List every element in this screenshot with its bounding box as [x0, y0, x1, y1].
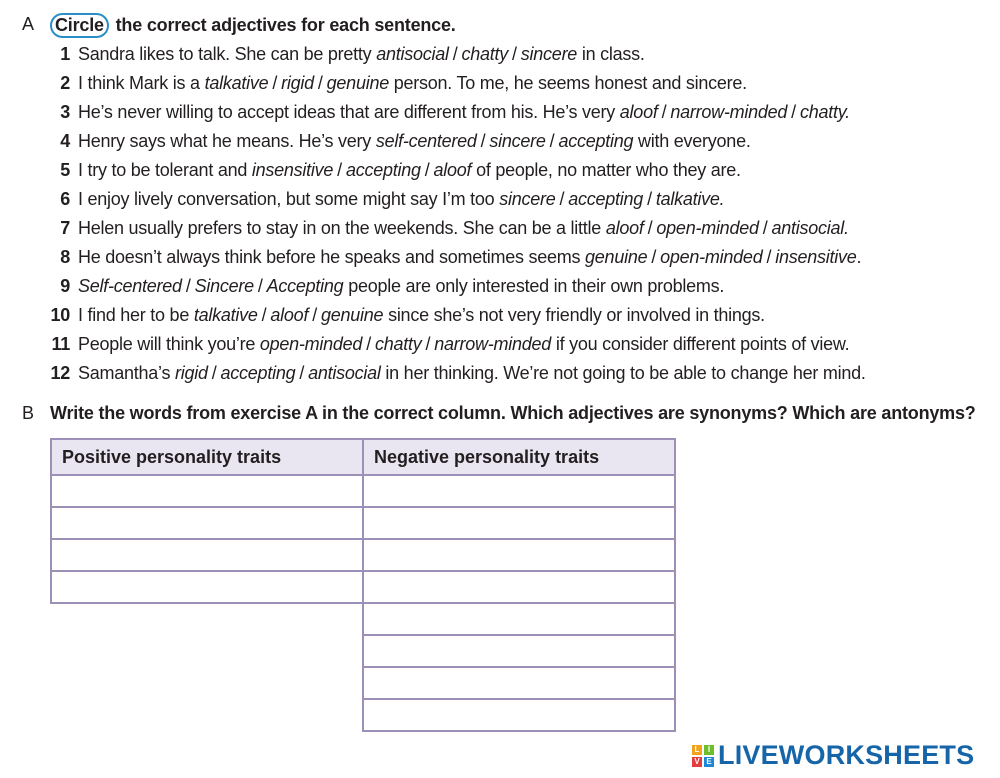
adjective-option[interactable]: self-centered	[375, 131, 477, 151]
section-b-letter: B	[22, 403, 35, 423]
sentence-text: I find her to be	[78, 305, 190, 325]
sentence-item	[44, 214, 849, 243]
option-separator: /	[261, 305, 267, 325]
option-separator: /	[512, 44, 517, 64]
empty-space	[51, 635, 363, 667]
adjective-option[interactable]: sincere	[489, 131, 546, 151]
sentence-item	[44, 98, 850, 127]
adjective-option[interactable]: open-minded	[656, 218, 759, 238]
negative-cell[interactable]	[363, 603, 675, 635]
option-separator: /	[299, 363, 305, 383]
adjective-option[interactable]: accepting	[568, 189, 644, 209]
section-a-instruction: the correct adjectives for each sentence.	[115, 15, 456, 35]
option-separator: /	[272, 73, 278, 93]
sentence-text: I try to be tolerant and	[78, 160, 248, 180]
item-number: 2	[60, 73, 70, 93]
item-number: 3	[60, 102, 70, 122]
option-separator: /	[257, 276, 263, 296]
option-separator: /	[647, 218, 653, 238]
adjective-option[interactable]: Sincere	[194, 276, 254, 296]
option-separator: /	[211, 363, 217, 383]
adjective-option[interactable]: chatty.	[799, 102, 850, 122]
item-number: 5	[60, 160, 70, 180]
adjective-option[interactable]: rigid	[281, 73, 314, 93]
adjective-option[interactable]: talkative	[193, 305, 258, 325]
sentence-text: people are only interested in their own problems.	[348, 276, 725, 296]
option-separator: /	[559, 189, 565, 209]
option-separator: /	[791, 102, 796, 122]
adjective-option[interactable]: genuine	[585, 247, 648, 267]
logo-text: LIVEWORKSHEETS	[718, 740, 975, 770]
sentence-text: .	[856, 247, 862, 267]
option-separator: /	[766, 247, 772, 267]
option-separator: /	[661, 102, 667, 122]
option-separator: /	[480, 131, 486, 151]
adjective-option[interactable]: accepting	[220, 363, 296, 383]
sentence-text: He doesn’t always think before he speaks and sometimes seems	[78, 247, 581, 267]
sentence-text: with everyone.	[638, 131, 751, 151]
adjective-option[interactable]: aloof	[270, 305, 309, 325]
adjective-option[interactable]: accepting	[558, 131, 634, 151]
option-separator: /	[452, 44, 458, 64]
sentence-item	[44, 127, 751, 156]
sentence-item	[44, 359, 866, 388]
traits-table	[50, 438, 676, 732]
empty-space	[51, 603, 363, 635]
item-number: 11	[51, 334, 70, 354]
option-separator: /	[185, 276, 191, 296]
sentence-text: in class.	[581, 44, 645, 64]
adjective-option[interactable]: open-minded	[660, 247, 763, 267]
item-number: 4	[60, 131, 70, 151]
item-number: 9	[60, 276, 70, 296]
adjective-option[interactable]: aloof	[433, 160, 472, 180]
liveworksheets-logo	[692, 740, 974, 771]
item-number: 7	[60, 218, 70, 238]
option-separator: /	[762, 218, 768, 238]
logo-mark-letter: E	[704, 757, 714, 767]
adjective-option[interactable]: rigid	[175, 363, 208, 383]
adjective-option[interactable]: aloof	[619, 102, 658, 122]
negative-cell[interactable]	[363, 507, 675, 539]
sentence-item	[44, 69, 747, 98]
option-separator: /	[651, 247, 657, 267]
logo-mark-letter: L	[692, 745, 702, 755]
adjective-option[interactable]: sincere	[520, 44, 578, 64]
empty-space	[51, 699, 363, 731]
option-separator: /	[337, 160, 342, 180]
option-separator: /	[317, 73, 323, 93]
adjective-option[interactable]: antisocial	[376, 44, 449, 64]
adjective-option[interactable]: talkative.	[655, 189, 725, 209]
sentence-item	[44, 301, 765, 330]
adjective-option[interactable]: chatty	[374, 334, 422, 354]
adjective-option[interactable]: aloof	[605, 218, 644, 238]
option-separator: /	[425, 334, 431, 354]
logo-mark-icon	[692, 745, 714, 767]
adjective-option[interactable]: Accepting	[266, 276, 344, 296]
item-number: 10	[50, 305, 70, 325]
sentence-text: People will think you’re	[78, 334, 256, 354]
negative-cell[interactable]	[363, 571, 675, 603]
sentence-text: He’s never willing to accept ideas that are different from his. He’s very	[78, 102, 616, 122]
adjective-option[interactable]: talkative	[204, 73, 269, 93]
adjective-option[interactable]: sincere	[499, 189, 556, 209]
sentence-item	[44, 330, 849, 359]
sentence-text: of people, no matter who they are.	[476, 160, 741, 180]
sentence-text: I think Mark is a	[78, 73, 200, 93]
sentence-item	[44, 40, 645, 69]
sentence-text: Sandra likes to talk. She can be pretty	[78, 44, 372, 64]
sentence-item	[44, 156, 741, 185]
section-a-letter: A	[22, 14, 35, 34]
negative-cell[interactable]	[363, 475, 675, 507]
negative-cell[interactable]	[363, 539, 675, 571]
section-a-heading	[50, 13, 456, 38]
sentence-text: Henry says what he means. He’s very	[78, 131, 372, 151]
logo-mark-letter: I	[704, 745, 714, 755]
adjective-option[interactable]: Self-centered	[78, 276, 182, 296]
adjective-option[interactable]: insensitive	[251, 160, 334, 180]
item-number: 8	[60, 247, 70, 267]
sentence-item	[44, 243, 861, 272]
positive-cell[interactable]	[51, 475, 363, 507]
sentence-text: if you consider different points of view.	[555, 334, 850, 354]
circle-word: Circle	[50, 13, 109, 38]
sentence-text: in her thinking. We’re not going to be able to change her mind.	[385, 363, 866, 383]
positive-traits-header: Positive personality traits	[51, 439, 363, 475]
negative-traits-header: Negative personality traits	[363, 439, 675, 475]
adjective-option[interactable]: genuine	[320, 305, 384, 325]
item-number: 12	[50, 363, 70, 383]
sentence-text: I enjoy lively conversation, but some might say I’m too	[78, 189, 495, 209]
positive-cell[interactable]	[51, 507, 363, 539]
section-b-heading: Write the words from exercise A in the correct column. Which adjectives are synonyms? Which are antonyms?	[50, 403, 976, 423]
sentence-text: Helen usually prefers to stay in on the weekends. She can be a little	[78, 218, 602, 238]
option-separator: /	[312, 305, 317, 325]
negative-cell[interactable]	[363, 667, 675, 699]
logo-mark-letter: V	[692, 757, 702, 767]
negative-cell[interactable]	[363, 635, 675, 667]
adjective-option[interactable]: narrow-minded	[434, 334, 552, 354]
option-separator: /	[549, 131, 555, 151]
positive-cell[interactable]	[51, 539, 363, 571]
sentence-item	[44, 272, 724, 301]
adjective-option[interactable]: chatty	[461, 44, 509, 64]
option-separator: /	[647, 189, 652, 209]
sentence-text: person. To me, he seems honest and sincere.	[393, 73, 747, 93]
adjective-option[interactable]: genuine	[326, 73, 389, 93]
option-separator: /	[366, 334, 371, 354]
empty-space	[51, 667, 363, 699]
adjective-option[interactable]: open-minded	[259, 334, 363, 354]
item-number: 6	[60, 189, 70, 209]
sentence-text: since she’s not very friendly or involved in things.	[388, 305, 765, 325]
sentence-item	[44, 185, 724, 214]
adjective-option[interactable]: antisocial	[308, 363, 381, 383]
adjective-option[interactable]: narrow-minded	[670, 102, 788, 122]
sentence-text: Samantha’s	[78, 363, 171, 383]
adjective-option[interactable]: antisocial.	[771, 218, 849, 238]
positive-cell[interactable]	[51, 571, 363, 603]
adjective-option[interactable]: insensitive	[775, 247, 857, 267]
option-separator: /	[424, 160, 430, 180]
adjective-option[interactable]: accepting	[345, 160, 421, 180]
item-number: 1	[60, 44, 70, 64]
negative-cell[interactable]	[363, 699, 675, 731]
